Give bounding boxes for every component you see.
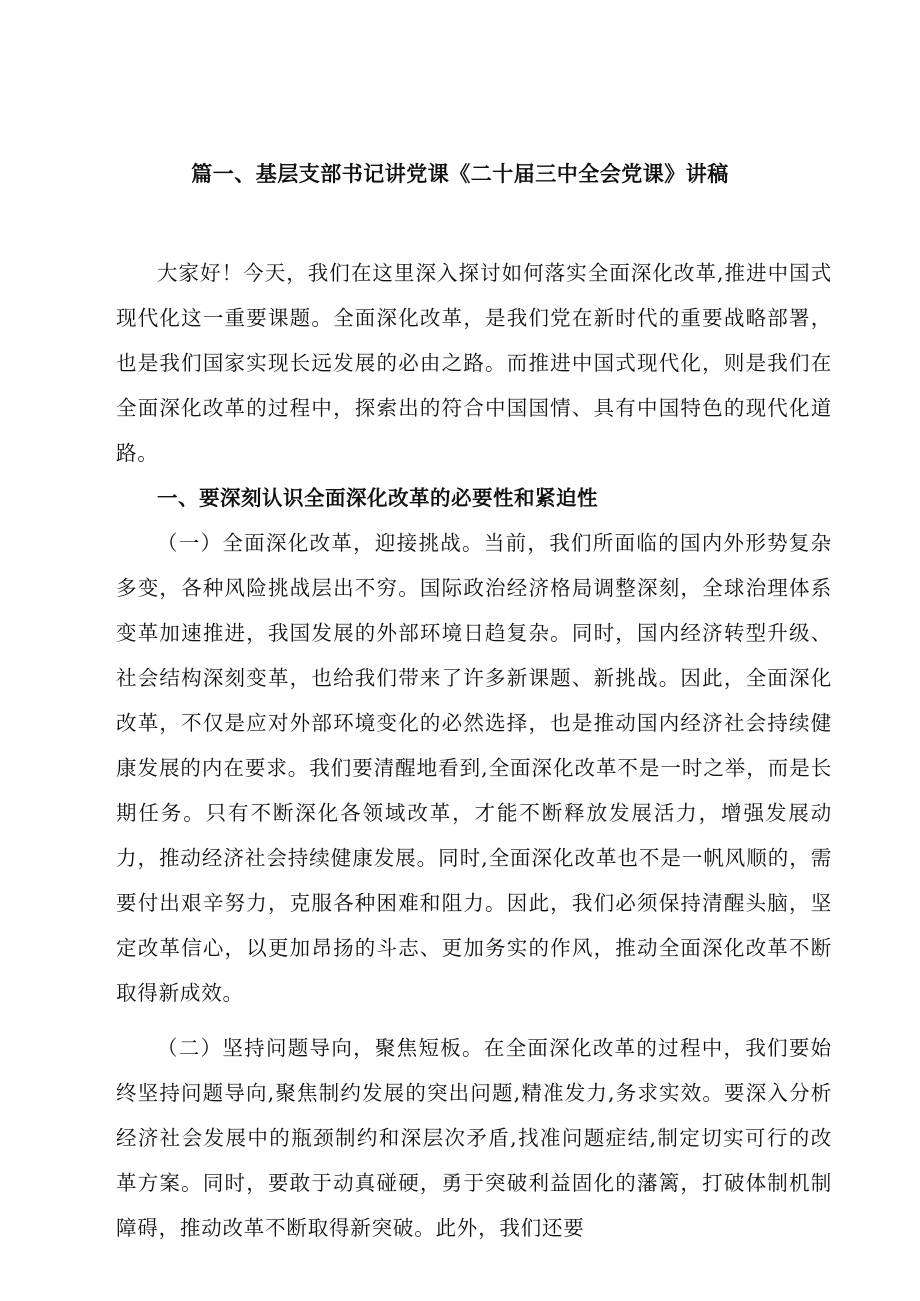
body-paragraph: （二）坚持问题导向，聚焦短板。在全面深化改革的过程中，我们要始终坚持问题导向,聚焦制约发展的突出问题,精准发力,务求实效。要深入分析经济社会发展中的瓶颈制约和深层次矛盾,找准问题症结,制定切实可行的改革方案。同时，要敢于动真碰硬，勇于突破利益固化的藩篱，打破体制机制障碍，推动改革不断取得新突破。此外，我们还要	[116, 1036, 832, 1240]
document-title: 篇一、基层支部书记讲党课《二十届三中全会党课》讲稿	[191, 162, 729, 186]
body-paragraph: （一）全面深化改革，迎接挑战。当前，我们所面临的国内外形势复杂多变，各种风险挑战层出不穷。国际政治经济格局调整深刻，全球治理体系变革加速推进，我国发展的外部环境日趋复杂。同时，国内经济转型升级、社会结构深刻变革，也给我们带来了许多新课题、新挑战。因此，全面深化改革，不仅是应对外部环境变化的必然选择，也是推动国内经济社会持续健康发展的内在要求。我们要清醒地看到,全面深化改革不是一时之举，而是长期任务。只有不断深化各领域改革，才能不断释放发展活力，增强发展动力，推动经济社会持续健康发展。同时,全面深化改革也不是一帆风顺的，需要付出艰辛努力，克服各种困难和阻力。因此，我们必须保持清醒头脑，坚定改革信心，以更加昂扬的斗志、更加务实的作风，推动全面深化改革不断取得新成效。	[116, 531, 832, 1005]
section-heading: 一、要深刻认识全面深化改革的必要性和紧迫性	[157, 486, 598, 510]
document-body	[116, 251, 832, 1251]
intro-paragraph: 大家好！今天，我们在这里深入探讨如何落实全面深化改革,推进中国式现代化这一重要课题。全面深化改革，是我们党在新时代的重要战略部署，也是我们国家实现长远发展的必由之路。而推进中国式现代化，则是我们在全面深化改革的过程中，探索出的符合中国国情、具有中国特色的现代化道路。	[116, 261, 832, 465]
